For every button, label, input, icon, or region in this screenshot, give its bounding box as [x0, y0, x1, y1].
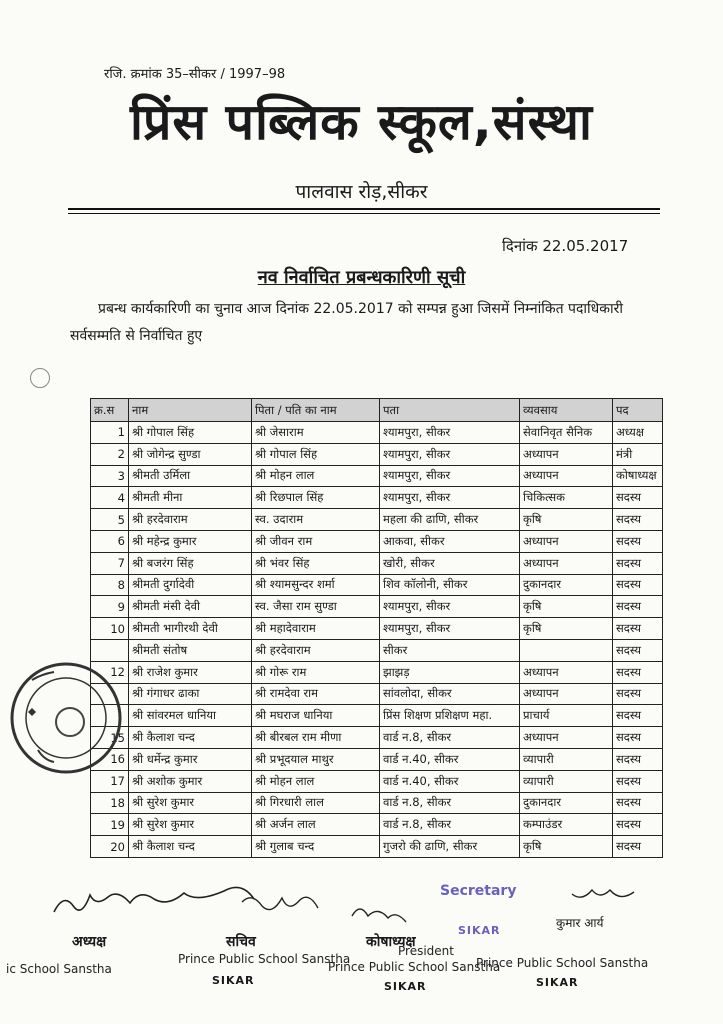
cell-father-name: श्री हरदेवाराम: [252, 639, 380, 661]
cell-sno: 7: [91, 552, 129, 574]
cell-occupation: अध्यापन: [520, 683, 613, 705]
cell-father-name: श्री जीवन राम: [252, 530, 380, 552]
cell-sno: 10: [91, 618, 129, 640]
cell-father-name: स्व. जैसा राम सुण्डा: [252, 596, 380, 618]
registration-number: रजि. क्रमांक 35–सीकर / 1997–98: [104, 67, 286, 82]
cell-post: सदस्य: [613, 487, 663, 509]
cell-occupation: कम्पाउंडर: [520, 814, 613, 836]
stamp-treasurer: Prince Public School Sanstha: [328, 960, 501, 974]
cell-name: श्रीमती संतोष: [129, 639, 252, 661]
cell-name: श्री बजरंग सिंह: [129, 552, 252, 574]
cell-post: सदस्य: [613, 836, 663, 858]
cell-father-name: श्री गुलाब चन्द: [252, 836, 380, 858]
cell-address: महला की ढाणि, सीकर: [380, 509, 520, 531]
committee-table: [90, 398, 663, 858]
header-rule: [68, 208, 660, 210]
table-row: [91, 618, 663, 640]
header-sno: क्र.स: [91, 399, 129, 422]
cell-address: श्यामपुरा, सीकर: [380, 618, 520, 640]
cell-name: श्री धर्मेन्द्र कुमार: [129, 748, 252, 770]
header-name: नाम: [129, 399, 252, 422]
cell-address: आकवा, सीकर: [380, 530, 520, 552]
cell-name: श्री राजेश कुमार: [129, 661, 252, 683]
stamp-city-purple: SIKAR: [458, 924, 501, 937]
cell-occupation: अध्यापन: [520, 661, 613, 683]
cell-name: श्री कैलाश चन्द: [129, 836, 252, 858]
stamp-treasurer-president: President: [398, 944, 454, 958]
cell-father-name: श्री प्रभूदयाल माथुर: [252, 748, 380, 770]
table-row: [91, 443, 663, 465]
cell-address: वार्ड न.40, सीकर: [380, 748, 520, 770]
cell-occupation: अध्यापन: [520, 465, 613, 487]
cell-post: सदस्य: [613, 574, 663, 596]
cell-father-name: श्री अर्जन लाल: [252, 814, 380, 836]
table-row: [91, 705, 663, 727]
header-father-name: पिता / पति का नाम: [252, 399, 380, 422]
cell-name: श्री जोगेन्द्र सुण्डा: [129, 443, 252, 465]
table-row: [91, 639, 663, 661]
cell-father-name: श्री मोहन लाल: [252, 465, 380, 487]
cell-name: श्रीमती भागीरथी देवी: [129, 618, 252, 640]
table-row: [91, 836, 663, 858]
cell-occupation: कृषि: [520, 836, 613, 858]
cell-address: श्यामपुरा, सीकर: [380, 596, 520, 618]
cell-sno: 9: [91, 596, 129, 618]
cell-address: गुजरो की ढाणि, सीकर: [380, 836, 520, 858]
table-row: [91, 574, 663, 596]
role-secretary: सचिव: [226, 934, 256, 950]
role-president: अध्यक्ष: [72, 934, 107, 950]
cell-address: शिव कॉलोनी, सीकर: [380, 574, 520, 596]
cell-occupation: प्राचार्य: [520, 705, 613, 727]
cell-father-name: श्री महादेवाराम: [252, 618, 380, 640]
table-row: [91, 727, 663, 749]
cell-name: श्रीमती उर्मिला: [129, 465, 252, 487]
role-treasurer: कोषाध्यक्ष: [366, 934, 416, 950]
cell-sno: 18: [91, 792, 129, 814]
cell-name: श्री सुरेश कुमार: [129, 814, 252, 836]
cell-post: सदस्य: [613, 770, 663, 792]
school-address: पालवास रोड़,सीकर: [295, 181, 428, 203]
cell-occupation: कृषि: [520, 618, 613, 640]
cell-post: सदस्य: [613, 618, 663, 640]
cell-father-name: स्व. उदाराम: [252, 509, 380, 531]
header-occupation: व्यवसाय: [520, 399, 613, 422]
cell-name: श्री सांवरमल धानिया: [129, 705, 252, 727]
header-rule-thin: [68, 213, 660, 214]
cell-occupation: चिकित्सक: [520, 487, 613, 509]
cell-occupation: अध्यापन: [520, 727, 613, 749]
table-row: [91, 770, 663, 792]
cell-address: झाझड़: [380, 661, 520, 683]
cell-address: वार्ड न.40, सीकर: [380, 770, 520, 792]
cell-father-name: श्री रिछपाल सिंह: [252, 487, 380, 509]
table-row: [91, 530, 663, 552]
stamp-city-1: SIKAR: [212, 974, 255, 987]
cell-post: सदस्य: [613, 748, 663, 770]
cell-occupation: व्यापारी: [520, 770, 613, 792]
cell-sno: 17: [91, 770, 129, 792]
cell-father-name: श्री मोहन लाल: [252, 770, 380, 792]
cell-post: सदस्य: [613, 639, 663, 661]
school-title: प्रिंस पब्लिक स्कूल,संस्था: [130, 93, 593, 151]
table-row: [91, 792, 663, 814]
cell-post: कोषाध्यक्ष: [613, 465, 663, 487]
cell-post: सदस्य: [613, 509, 663, 531]
table-row: [91, 552, 663, 574]
cell-post: सदस्य: [613, 705, 663, 727]
cell-post: मंत्री: [613, 443, 663, 465]
cell-post: सदस्य: [613, 727, 663, 749]
table-row: [91, 596, 663, 618]
cell-name: श्री गोपाल सिंह: [129, 422, 252, 444]
cell-father-name: श्री रामदेवा राम: [252, 683, 380, 705]
cell-name: श्री गंगाधर ढाका: [129, 683, 252, 705]
cell-name: श्री कैलाश चन्द: [129, 727, 252, 749]
cell-post: अध्यक्ष: [613, 422, 663, 444]
cell-occupation: दुकानदार: [520, 792, 613, 814]
table-row: [91, 683, 663, 705]
cell-sno: 8: [91, 574, 129, 596]
cell-sno: 3: [91, 465, 129, 487]
cell-occupation: कृषि: [520, 596, 613, 618]
cell-address: श्यामपुरा, सीकर: [380, 422, 520, 444]
round-seal-icon: [8, 650, 128, 780]
cell-name: श्रीमती मीना: [129, 487, 252, 509]
cell-sno: 20: [91, 836, 129, 858]
cell-name: श्रीमती दुर्गादेवी: [129, 574, 252, 596]
cell-occupation: अध्यापन: [520, 552, 613, 574]
cell-father-name: श्री श्यामसुन्दर शर्मा: [252, 574, 380, 596]
cell-occupation: अध्यापन: [520, 530, 613, 552]
cell-sno: 12: [91, 661, 129, 683]
cell-sno: 2: [91, 443, 129, 465]
table-row: [91, 661, 663, 683]
cell-father-name: श्री गिरधारी लाल: [252, 792, 380, 814]
list-heading: नव निर्वाचित प्रबन्धकारिणी सूची: [257, 267, 466, 288]
cell-address: वार्ड न.8, सीकर: [380, 727, 520, 749]
stamp-signatory: Prince Public School Sanstha: [476, 956, 649, 970]
cell-occupation: कृषि: [520, 509, 613, 531]
stamp-secretary: Prince Public School Sanstha: [178, 952, 351, 966]
cell-post: सदस्य: [613, 530, 663, 552]
cell-sno: 5: [91, 509, 129, 531]
stamp-city-2: SIKAR: [384, 980, 427, 993]
cell-address: सीकर: [380, 639, 520, 661]
cell-sno: 19: [91, 814, 129, 836]
cell-sno: 6: [91, 530, 129, 552]
cell-father-name: श्री गोपाल सिंह: [252, 443, 380, 465]
intro-paragraph: प्रबन्ध कार्यकारिणी का चुनाव आज दिनांक 22.05.2017 को सम्पन्न हुआ जिसमें निम्नांकित पदाधिकारी सर्वसम्मति से निर्वाचित हुए: [70, 301, 624, 344]
cell-occupation: अध्यापन: [520, 443, 613, 465]
cell-name: श्री हरदेवाराम: [129, 509, 252, 531]
punch-hole: [30, 368, 50, 388]
cell-father-name: श्री गोरू राम: [252, 661, 380, 683]
table-row: [91, 422, 663, 444]
cell-post: सदस्य: [613, 596, 663, 618]
cell-post: सदस्य: [613, 552, 663, 574]
header-post: पद: [613, 399, 663, 422]
cell-sno: 16: [91, 748, 129, 770]
cell-address: खोरी, सीकर: [380, 552, 520, 574]
cell-address: वार्ड न.8, सीकर: [380, 792, 520, 814]
cell-post: सदस्य: [613, 661, 663, 683]
table-row: [91, 465, 663, 487]
cell-name: श्रीमती मंसी देवी: [129, 596, 252, 618]
cell-father-name: श्री बीरबल राम मीणा: [252, 727, 380, 749]
table-row: [91, 509, 663, 531]
cell-post: सदस्य: [613, 683, 663, 705]
cell-father-name: श्री भंवर सिंह: [252, 552, 380, 574]
document-date: दिनांक 22.05.2017: [502, 237, 629, 255]
cell-address: प्रिंस शिक्षण प्रशिक्षण महा.: [380, 705, 520, 727]
cell-name: श्री सुरेश कुमार: [129, 792, 252, 814]
signatory-name: कुमार आर्य: [556, 916, 604, 930]
cell-sno: 1: [91, 422, 129, 444]
cell-address: श्यामपुरा, सीकर: [380, 465, 520, 487]
table-row: [91, 748, 663, 770]
cell-address: वार्ड न.8, सीकर: [380, 814, 520, 836]
cell-father-name: श्री जेसाराम: [252, 422, 380, 444]
header-address: पता: [380, 399, 520, 422]
cell-sno: 4: [91, 487, 129, 509]
cell-name: श्री महेन्द्र कुमार: [129, 530, 252, 552]
cell-address: श्यामपुरा, सीकर: [380, 487, 520, 509]
cell-sno: 15: [91, 727, 129, 749]
stamp-city-3: SIKAR: [536, 976, 579, 989]
table-header-row: [91, 399, 663, 422]
cell-father-name: श्री मघराज धानिया: [252, 705, 380, 727]
cell-post: सदस्य: [613, 814, 663, 836]
table-row: [91, 487, 663, 509]
secretary-stamp: Secretary: [440, 883, 517, 899]
cell-name: श्री अशोक कुमार: [129, 770, 252, 792]
cell-occupation: [520, 639, 613, 661]
cell-occupation: व्यापारी: [520, 748, 613, 770]
cell-address: सांवलोदा, सीकर: [380, 683, 520, 705]
cell-occupation: दुकानदार: [520, 574, 613, 596]
stamp-left-fragment: ic School Sanstha: [6, 962, 112, 976]
cell-occupation: सेवानिवृत सैनिक: [520, 422, 613, 444]
cell-post: सदस्य: [613, 792, 663, 814]
cell-address: श्यामपुरा, सीकर: [380, 443, 520, 465]
table-row: [91, 814, 663, 836]
